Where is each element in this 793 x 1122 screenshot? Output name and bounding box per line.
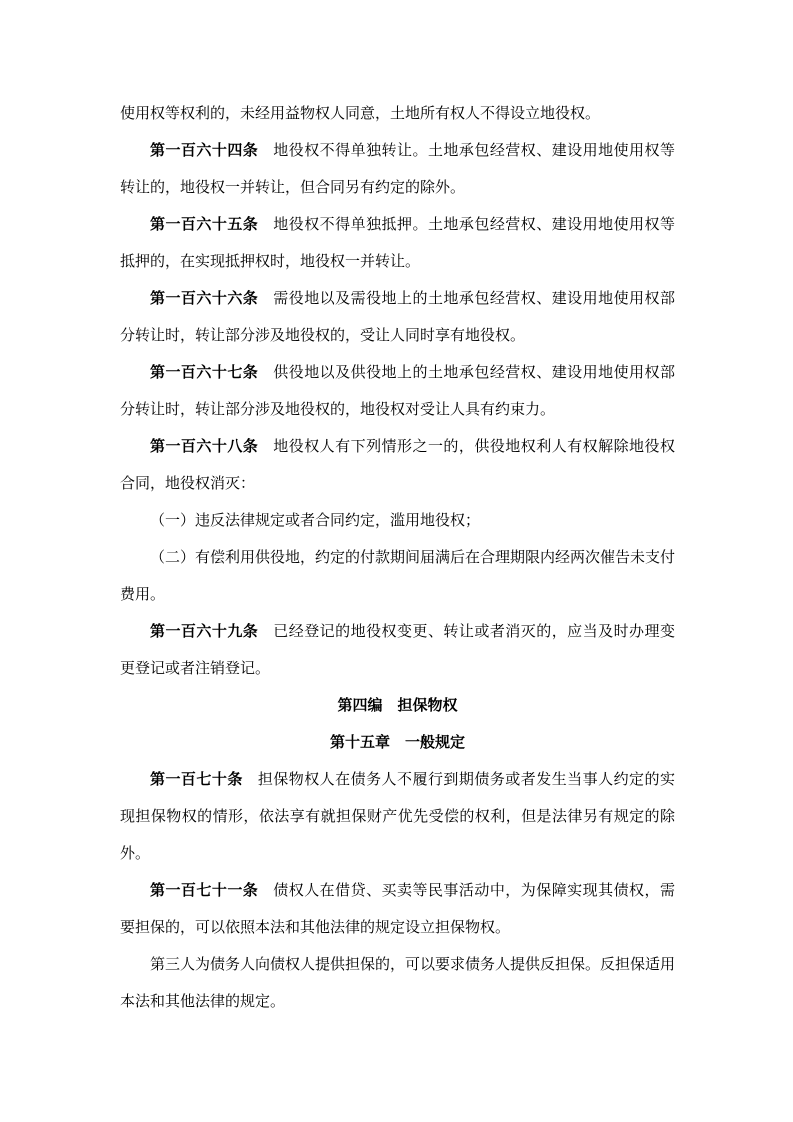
part-title: 担保物权 bbox=[397, 696, 458, 714]
paragraph-continuation bbox=[120, 95, 675, 132]
article-169 bbox=[120, 613, 675, 687]
article-number: 第一百六十六条 bbox=[150, 289, 259, 307]
article-number: 第一百六十五条 bbox=[150, 215, 259, 233]
article-text: 需役地以及需役地上的土地承包经营权、建设用地使用权部分转让时，转让部分涉及地役权的，受让人同时享有地役权。 bbox=[120, 289, 675, 344]
article-166 bbox=[120, 280, 675, 354]
article-text: 担保物权人在债务人不履行到期债务或者发生当事人约定的实现担保物权的情形，依法享有就担保财产优先受偿的权利，但是法律另有规定的除外。 bbox=[120, 770, 675, 862]
article-164 bbox=[120, 132, 675, 206]
chapter-title: 一般规定 bbox=[405, 733, 466, 751]
article-text: 已经登记的地役权变更、转让或者消灭的，应当及时办理变更登记或者注销登记。 bbox=[120, 622, 675, 677]
list-item-text: （一）违反法律规定或者合同约定，滥用地役权； bbox=[150, 511, 481, 529]
article-number: 第一百六十九条 bbox=[150, 622, 259, 640]
article-168 bbox=[120, 428, 675, 502]
article-text: 地役权人有下列情形之一的，供役地权利人有权解除地役权合同，地役权消灭： bbox=[120, 437, 675, 492]
part-number: 第四编 bbox=[337, 696, 383, 714]
article-number: 第一百六十四条 bbox=[150, 141, 259, 159]
article-number: 第一百六十八条 bbox=[150, 437, 259, 455]
chapter-number: 第十五章 bbox=[329, 733, 390, 751]
part-heading bbox=[120, 687, 675, 724]
article-text: 地役权不得单独转让。土地承包经营权、建设用地使用权等转让的，地役权一并转让，但合同另有约定的除外。 bbox=[120, 141, 675, 196]
article-170 bbox=[120, 761, 675, 872]
article-number: 第一百七十条 bbox=[150, 770, 243, 788]
document-page bbox=[120, 95, 675, 1020]
article-text: 地役权不得单独抵押。土地承包经营权、建设用地使用权等抵押的，在实现抵押权时，地役权一并转让。 bbox=[120, 215, 675, 270]
chapter-heading bbox=[120, 724, 675, 761]
list-item-1 bbox=[120, 502, 675, 539]
article-text: 供役地以及供役地上的土地承包经营权、建设用地使用权部分转让时，转让部分涉及地役权的，地役权对受让人具有约束力。 bbox=[120, 363, 675, 418]
list-item-text: （二）有偿利用供役地，约定的付款期间届满后在合理期限内经两次催告未支付费用。 bbox=[120, 548, 676, 603]
article-171 bbox=[120, 872, 675, 946]
paragraph-third-party-guarantee bbox=[120, 946, 675, 1020]
article-number: 第一百七十一条 bbox=[150, 881, 259, 899]
list-item-2 bbox=[120, 539, 675, 613]
paragraph-text: 使用权等权利的，未经用益物权人同意，土地所有权人不得设立地役权。 bbox=[120, 104, 601, 122]
article-167 bbox=[120, 354, 675, 428]
article-number: 第一百六十七条 bbox=[150, 363, 259, 381]
paragraph-text: 第三人为债务人向债权人提供担保的，可以要求债务人提供反担保。反担保适用本法和其他法律的规定。 bbox=[120, 955, 676, 1010]
article-text: 债权人在借贷、买卖等民事活动中，为保障实现其债权，需要担保的，可以依照本法和其他法律的规定设立担保物权。 bbox=[120, 881, 675, 936]
article-165 bbox=[120, 206, 675, 280]
